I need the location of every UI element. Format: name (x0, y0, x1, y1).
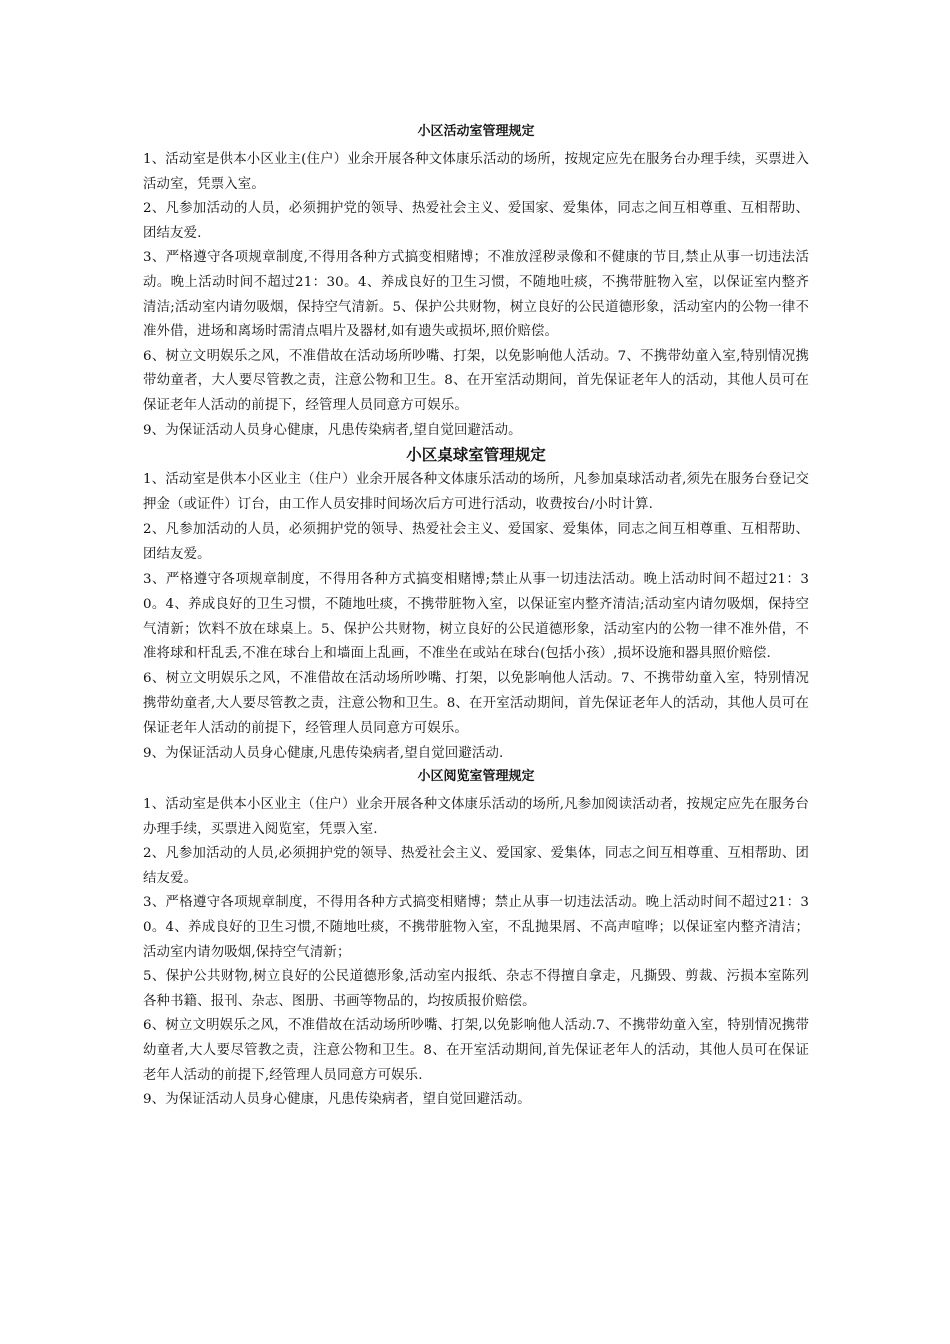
paragraph: 3、严格遵守各项规章制度，不得用各种方式搞变相赌博;禁止从事一切违法活动。晚上活动时间不超过21：30。4、养成良好的卫生习惯，不随地吐痰，不携带脏物入室，以保证室内整齐清洁;活动室内请勿吸烟，保持空气清新；饮料不放在球桌上。5、保护公共财物，树立良好的公民道德形象，活动室内的公物一律不准外借，不准将球和杆乱丢,不准在球台上和墙面上乱画，不准坐在或站在球台(包括小孩）,损坏设施和器具照价赔偿. (143, 571, 809, 662)
section-title: 小区桌球室管理规定 (406, 446, 546, 465)
section-title: 小区活动室管理规定 (417, 124, 535, 139)
paragraph: 2、凡参加活动的人员,必须拥护党的领导、热爱社会主义、爱国家、爱集体，同志之间互相尊重、互相帮助、团结友爱。 (143, 846, 809, 886)
paragraph: 2、凡参加活动的人员，必须拥护党的领导、热爱社会主义、爱国家、爱集体，同志之间互相尊重、互相帮助、团结友爱。 (143, 521, 809, 562)
paragraph: 2、凡参加活动的人员，必须拥护党的领导、热爱社会主义、爱国家、爱集体，同志之间互相尊重、互相帮助、团结友爱. (143, 201, 809, 241)
document-page (143, 122, 809, 1113)
section-billiards-room (143, 444, 809, 767)
paragraph: 1、活动室是供本小区业主(住户）业余开展各种文体康乐活动的场所，按规定应先在服务台办理手续，买票进入活动室，凭票入室。 (143, 152, 809, 192)
paragraph: 3、严格遵守各项规章制度,不得用各种方式搞变相赌博；不准放淫秽录像和不健康的节目,禁止从事一切违法活动。晚上活动时间不超过21：30。4、养成良好的卫生习惯，不随地吐痰，不携带脏物入室，以保证室内整齐清洁;活动室内请勿吸烟，保持空气清新。5、保护公共财物，树立良好的公民道德形象，活动室内的公物一律不准外借，进场和离场时需清点唱片及器材,如有遗失或损坏,照价赔偿。 (143, 250, 809, 340)
paragraph: 3、严格遵守各项规章制度，不得用各种方式搞变相赌博；禁止从事一切违法活动。晚上活动时间不超过21：30。4、养成良好的卫生习惯,不随地吐痰，不携带脏物入室，不乱抛果屑、不高声喧哗；以保证室内整齐清洁；活动室内请勿吸烟,保持空气清新； (143, 895, 809, 960)
paragraph: 6、树立文明娱乐之风，不准借故在活动场所吵嘴、打架，以免影响他人活动。7、不携带幼童入室,特别情况携带幼童者，大人要尽管教之责，注意公物和卫生。8、在开室活动期间，首先保证老年人的活动，其他人员可在保证老年人活动的前提下，经管理人员同意方可娱乐。 (143, 348, 809, 413)
paragraph: 1、活动室是供本小区业主（住户）业余开展各种文体康乐活动的场所，凡参加桌球活动者,须先在服务台登记交押金（或证件）订台，由工作人员安排时间场次后方可进行活动，收费按台/小时计算. (143, 472, 809, 513)
section-reading-room (143, 767, 809, 1113)
paragraph: 6、树立文明娱乐之风，不准借故在活动场所吵嘴、打架，以免影响他人活动。7、不携带幼童入室，特别情况携带幼童者,大人要尽管教之责，注意公物和卫生。8、在开室活动期间，首先保证老年人的活动，其他人员可在保证老年人活动的前提下，经管理人员同意方可娱乐。 (143, 671, 809, 737)
paragraph: 5、保护公共财物,树立良好的公民道德形象,活动室内报纸、杂志不得擅自拿走，凡撕毁、剪裁、污损本室陈列各种书籍、报刊、杂志、图册、书画等物品的，均按质报价赔偿。 (143, 969, 809, 1009)
paragraph: 6、树立文明娱乐之风，不准借故在活动场所吵嘴、打架,以免影响他人活动.7、不携带幼童入室，特别情况携带幼童者,大人要尽管教之责，注意公物和卫生。8、在开室活动期间,首先保证老年人的活动，其他人员可在保证老年人活动的前提下,经管理人员同意方可娱乐. (143, 1018, 809, 1083)
paragraph: 9、为保证活动人员身心健康，凡患传染病者，望自觉回避活动。 (143, 1092, 531, 1108)
section-activity-room (143, 122, 809, 443)
paragraph: 9、为保证活动人员身心健康,凡患传染病者,望自觉回避活动. (143, 746, 504, 762)
paragraph: 1、活动室是供本小区业主（住户）业余开展各种文体康乐活动的场所,凡参加阅读活动者，按规定应先在服务台办理手续，买票进入阅览室，凭票入室. (143, 797, 809, 837)
section-title: 小区阅览室管理规定 (417, 769, 535, 784)
paragraph: 9、为保证活动人员身心健康，凡患传染病者,望自觉回避活动。 (143, 422, 522, 438)
